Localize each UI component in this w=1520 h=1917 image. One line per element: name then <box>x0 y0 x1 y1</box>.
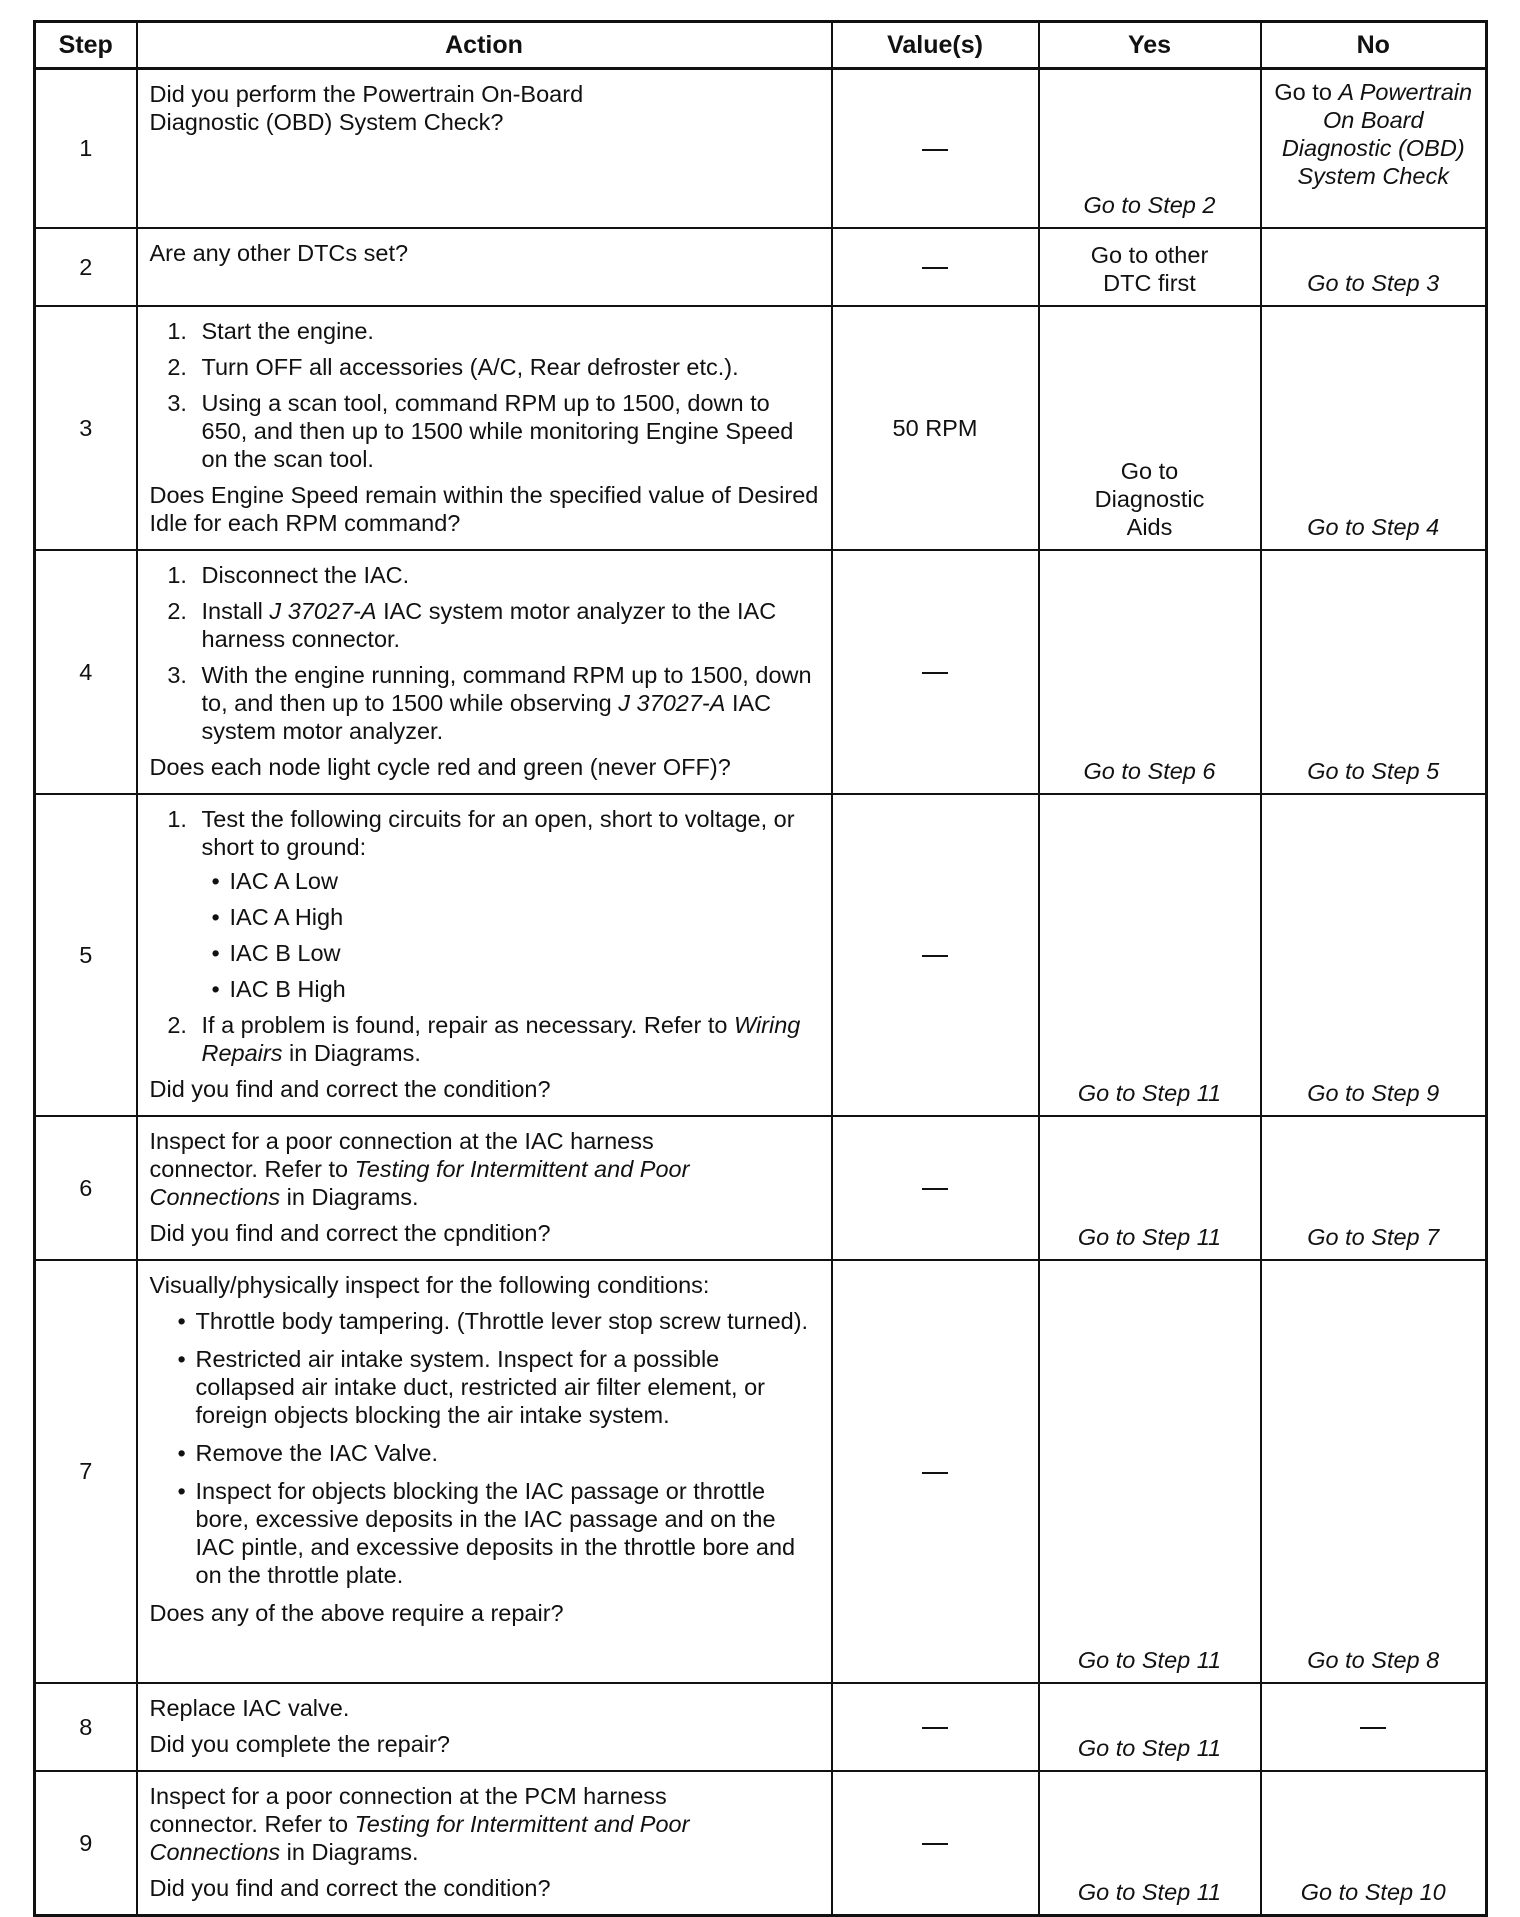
no-result: Go to Step 7 <box>1307 1223 1440 1250</box>
no-cell <box>1261 550 1487 794</box>
yes-result: Go to Diagnostic Aids <box>1094 457 1205 540</box>
action-steps <box>150 561 819 745</box>
step-number: 8 <box>35 1683 137 1771</box>
condition-item: • Throttle body tampering. (Throttle lever stop screw turned). <box>196 1307 809 1335</box>
action-cell <box>137 1683 832 1771</box>
yes-result: Go to Step 11 <box>1077 1734 1222 1761</box>
question-text: Does any of the above require a repair? <box>149 1599 564 1626</box>
table-row <box>35 69 1487 228</box>
circuit-item: • IAC A High <box>230 903 819 931</box>
yes-result: Go to Step 11 <box>1077 1646 1222 1673</box>
yes-cell <box>1039 550 1261 794</box>
header-row <box>35 22 1487 69</box>
no-result: Go to Step 4 <box>1307 513 1440 540</box>
yes-cell <box>1039 1260 1261 1683</box>
action-step: 1. Disconnect the IAC. <box>194 561 819 589</box>
value-cell <box>832 1771 1039 1916</box>
no-result: Go to Step 8 <box>1307 1646 1440 1673</box>
yes-result: Go to Step 11 <box>1077 1079 1222 1106</box>
reference-title: Wiring Repairs <box>201 1011 801 1066</box>
table-row <box>35 228 1487 306</box>
yes-result: Go to Step 6 <box>1083 757 1216 784</box>
action-step <box>194 805 819 1003</box>
action-cell <box>137 69 832 228</box>
yes-result: Go to Step 11 <box>1077 1878 1222 1905</box>
step-text: With the engine running, command RPM up to 1500, down to, and then up to 1500 while observing <box>201 661 812 716</box>
header-values: Value(s) <box>832 22 1039 69</box>
yes-cell <box>1039 1683 1261 1771</box>
table-row <box>35 1771 1487 1916</box>
action-step: 3. Using a scan tool, command RPM up to 1500, down to 650, and then up to 1500 while monitoring Engine Speed on the scan tool. <box>194 389 819 473</box>
table-row <box>35 1116 1487 1260</box>
dash-mark <box>922 672 948 674</box>
table-row <box>35 1260 1487 1683</box>
value-cell <box>832 794 1039 1116</box>
action-step: 1. Start the engine. <box>194 317 819 345</box>
action-step: 2. Turn OFF all accessories (A/C, Rear defroster etc.). <box>194 353 819 381</box>
dash-mark <box>922 149 948 151</box>
diagnostic-table <box>33 20 1488 1917</box>
action-cell <box>137 550 832 794</box>
no-cell <box>1261 1116 1487 1260</box>
step-number: 1 <box>35 69 137 228</box>
no-cell <box>1261 228 1487 306</box>
dash-mark <box>922 1472 948 1474</box>
step-number: 5 <box>35 794 137 1116</box>
action-cell <box>137 1771 832 1916</box>
table-row <box>35 306 1487 550</box>
yes-cell <box>1039 228 1261 306</box>
tool-name: J 37027-A <box>618 689 726 716</box>
condition-list <box>150 1307 819 1589</box>
yes-cell <box>1039 794 1261 1116</box>
question-text: Does each node light cycle red and green (never OFF)? <box>149 753 731 780</box>
value-cell: 50 RPM <box>832 306 1039 550</box>
circuit-item: • IAC B Low <box>230 939 819 967</box>
dash-mark <box>922 1727 948 1729</box>
dash-mark <box>922 1188 948 1190</box>
circuit-item: • IAC B High <box>230 975 819 1003</box>
value-cell <box>832 1116 1039 1260</box>
step-text: in Diagrams. <box>280 1838 419 1865</box>
no-cell <box>1261 1771 1487 1916</box>
no-result: Go to Step 10 <box>1300 1878 1446 1905</box>
yes-cell <box>1039 1116 1261 1260</box>
dash-mark <box>1360 1727 1386 1729</box>
header-step: Step <box>35 22 137 69</box>
dash-mark <box>922 267 948 269</box>
step-text: in Diagrams. <box>280 1183 419 1210</box>
table-row <box>35 550 1487 794</box>
no-cell <box>1261 794 1487 1116</box>
action-step <box>194 1011 819 1067</box>
action-cell <box>137 794 832 1116</box>
table-row <box>35 794 1487 1116</box>
value-cell <box>832 1683 1039 1771</box>
no-result-link: A Powertrain On Board Diagnostic (OBD) System Check <box>1281 79 1473 189</box>
yes-cell <box>1039 1771 1261 1916</box>
yes-cell <box>1039 69 1261 228</box>
action-cell <box>137 1116 832 1260</box>
header-no: No <box>1261 22 1487 69</box>
instruction-text <box>150 1127 819 1211</box>
instruction-text <box>150 1782 819 1866</box>
instruction-text: Visually/physically inspect for the following conditions: <box>149 1271 710 1298</box>
step-number: 3 <box>35 306 137 550</box>
step-text: Inspect for a poor connection at the PCM harness connector. Refer to <box>149 1782 667 1837</box>
action-step <box>194 661 819 745</box>
no-result-prefix: Go to <box>1274 79 1339 105</box>
header-yes: Yes <box>1039 22 1261 69</box>
action-steps <box>150 317 819 473</box>
step-number: 4 <box>35 550 137 794</box>
tool-name: J 37027-A <box>269 597 377 624</box>
dash-mark <box>922 1843 948 1845</box>
no-cell <box>1261 306 1487 550</box>
header-action: Action <box>137 22 832 69</box>
action-step <box>194 597 819 653</box>
value-cell <box>832 69 1039 228</box>
dash-mark <box>922 955 948 957</box>
action-cell <box>137 306 832 550</box>
yes-cell <box>1039 306 1261 550</box>
question-text: Did you perform the Powertrain On-Board Diagnostic (OBD) System Check? <box>149 81 584 135</box>
condition-item: • Restricted air intake system. Inspect for a possible collapsed air intake duct, restricted air filter element, or foreign objects blocking the air intake system. <box>196 1345 809 1429</box>
step-number: 2 <box>35 228 137 306</box>
reference-title: Testing for Intermittent and Poor Connections <box>149 1810 690 1865</box>
condition-item: • Inspect for objects blocking the IAC passage or throttle bore, excessive deposits in the IAC passage and on the IAC pintle, and excessive deposits in the throttle bore and on the throttle plate. <box>196 1477 809 1589</box>
no-cell <box>1261 69 1487 228</box>
question-text: Did you find and correct the condition? <box>149 1874 551 1901</box>
step-text: Inspect for a poor connection at the IAC harness connector. Refer to <box>149 1127 654 1182</box>
no-cell <box>1261 1260 1487 1683</box>
step-number: 9 <box>35 1771 137 1916</box>
question-text: Did you find and correct the cpndition? <box>149 1219 551 1246</box>
step-text: Test the following circuits for an open, short to voltage, or short to ground: <box>201 805 795 860</box>
step-number: 7 <box>35 1260 137 1683</box>
yes-result: Go to Step 2 <box>1083 191 1216 218</box>
circuit-item: • IAC A Low <box>230 867 819 895</box>
step-text: IAC system motor analyzer to the IAC harness connector. <box>201 597 777 652</box>
condition-item: • Remove the IAC Valve. <box>196 1439 809 1467</box>
step-text: in Diagrams. <box>282 1039 421 1066</box>
question-text: Does Engine Speed remain within the specified value of Desired Idle for each RPM command? <box>149 481 819 536</box>
yes-result: Go to other DTC first <box>1090 241 1209 296</box>
step-number: 6 <box>35 1116 137 1260</box>
question-text: Are any other DTCs set? <box>149 239 409 266</box>
question-text: Did you complete the repair? <box>149 1730 450 1757</box>
circuit-list <box>202 867 819 1003</box>
table-row <box>35 1683 1487 1771</box>
value-cell <box>832 1260 1039 1683</box>
step-text: Install <box>201 597 270 624</box>
step-text: IAC system motor analyzer. <box>201 689 772 744</box>
action-steps <box>150 805 819 1067</box>
no-result: Go to Step 3 <box>1307 269 1440 296</box>
reference-title: Testing for Intermittent and Poor Connections <box>149 1155 690 1210</box>
yes-result: Go to Step 11 <box>1077 1223 1222 1250</box>
instruction-text: Replace IAC valve. <box>149 1694 350 1721</box>
value-cell <box>832 228 1039 306</box>
no-result: Go to Step 5 <box>1307 757 1440 784</box>
question-text: Did you find and correct the condition? <box>149 1075 551 1102</box>
value-cell <box>832 550 1039 794</box>
step-text: If a problem is found, repair as necessary. Refer to <box>201 1011 734 1038</box>
no-cell <box>1261 1683 1487 1771</box>
action-cell <box>137 1260 832 1683</box>
action-cell <box>137 228 832 306</box>
no-result: Go to Step 9 <box>1307 1079 1440 1106</box>
